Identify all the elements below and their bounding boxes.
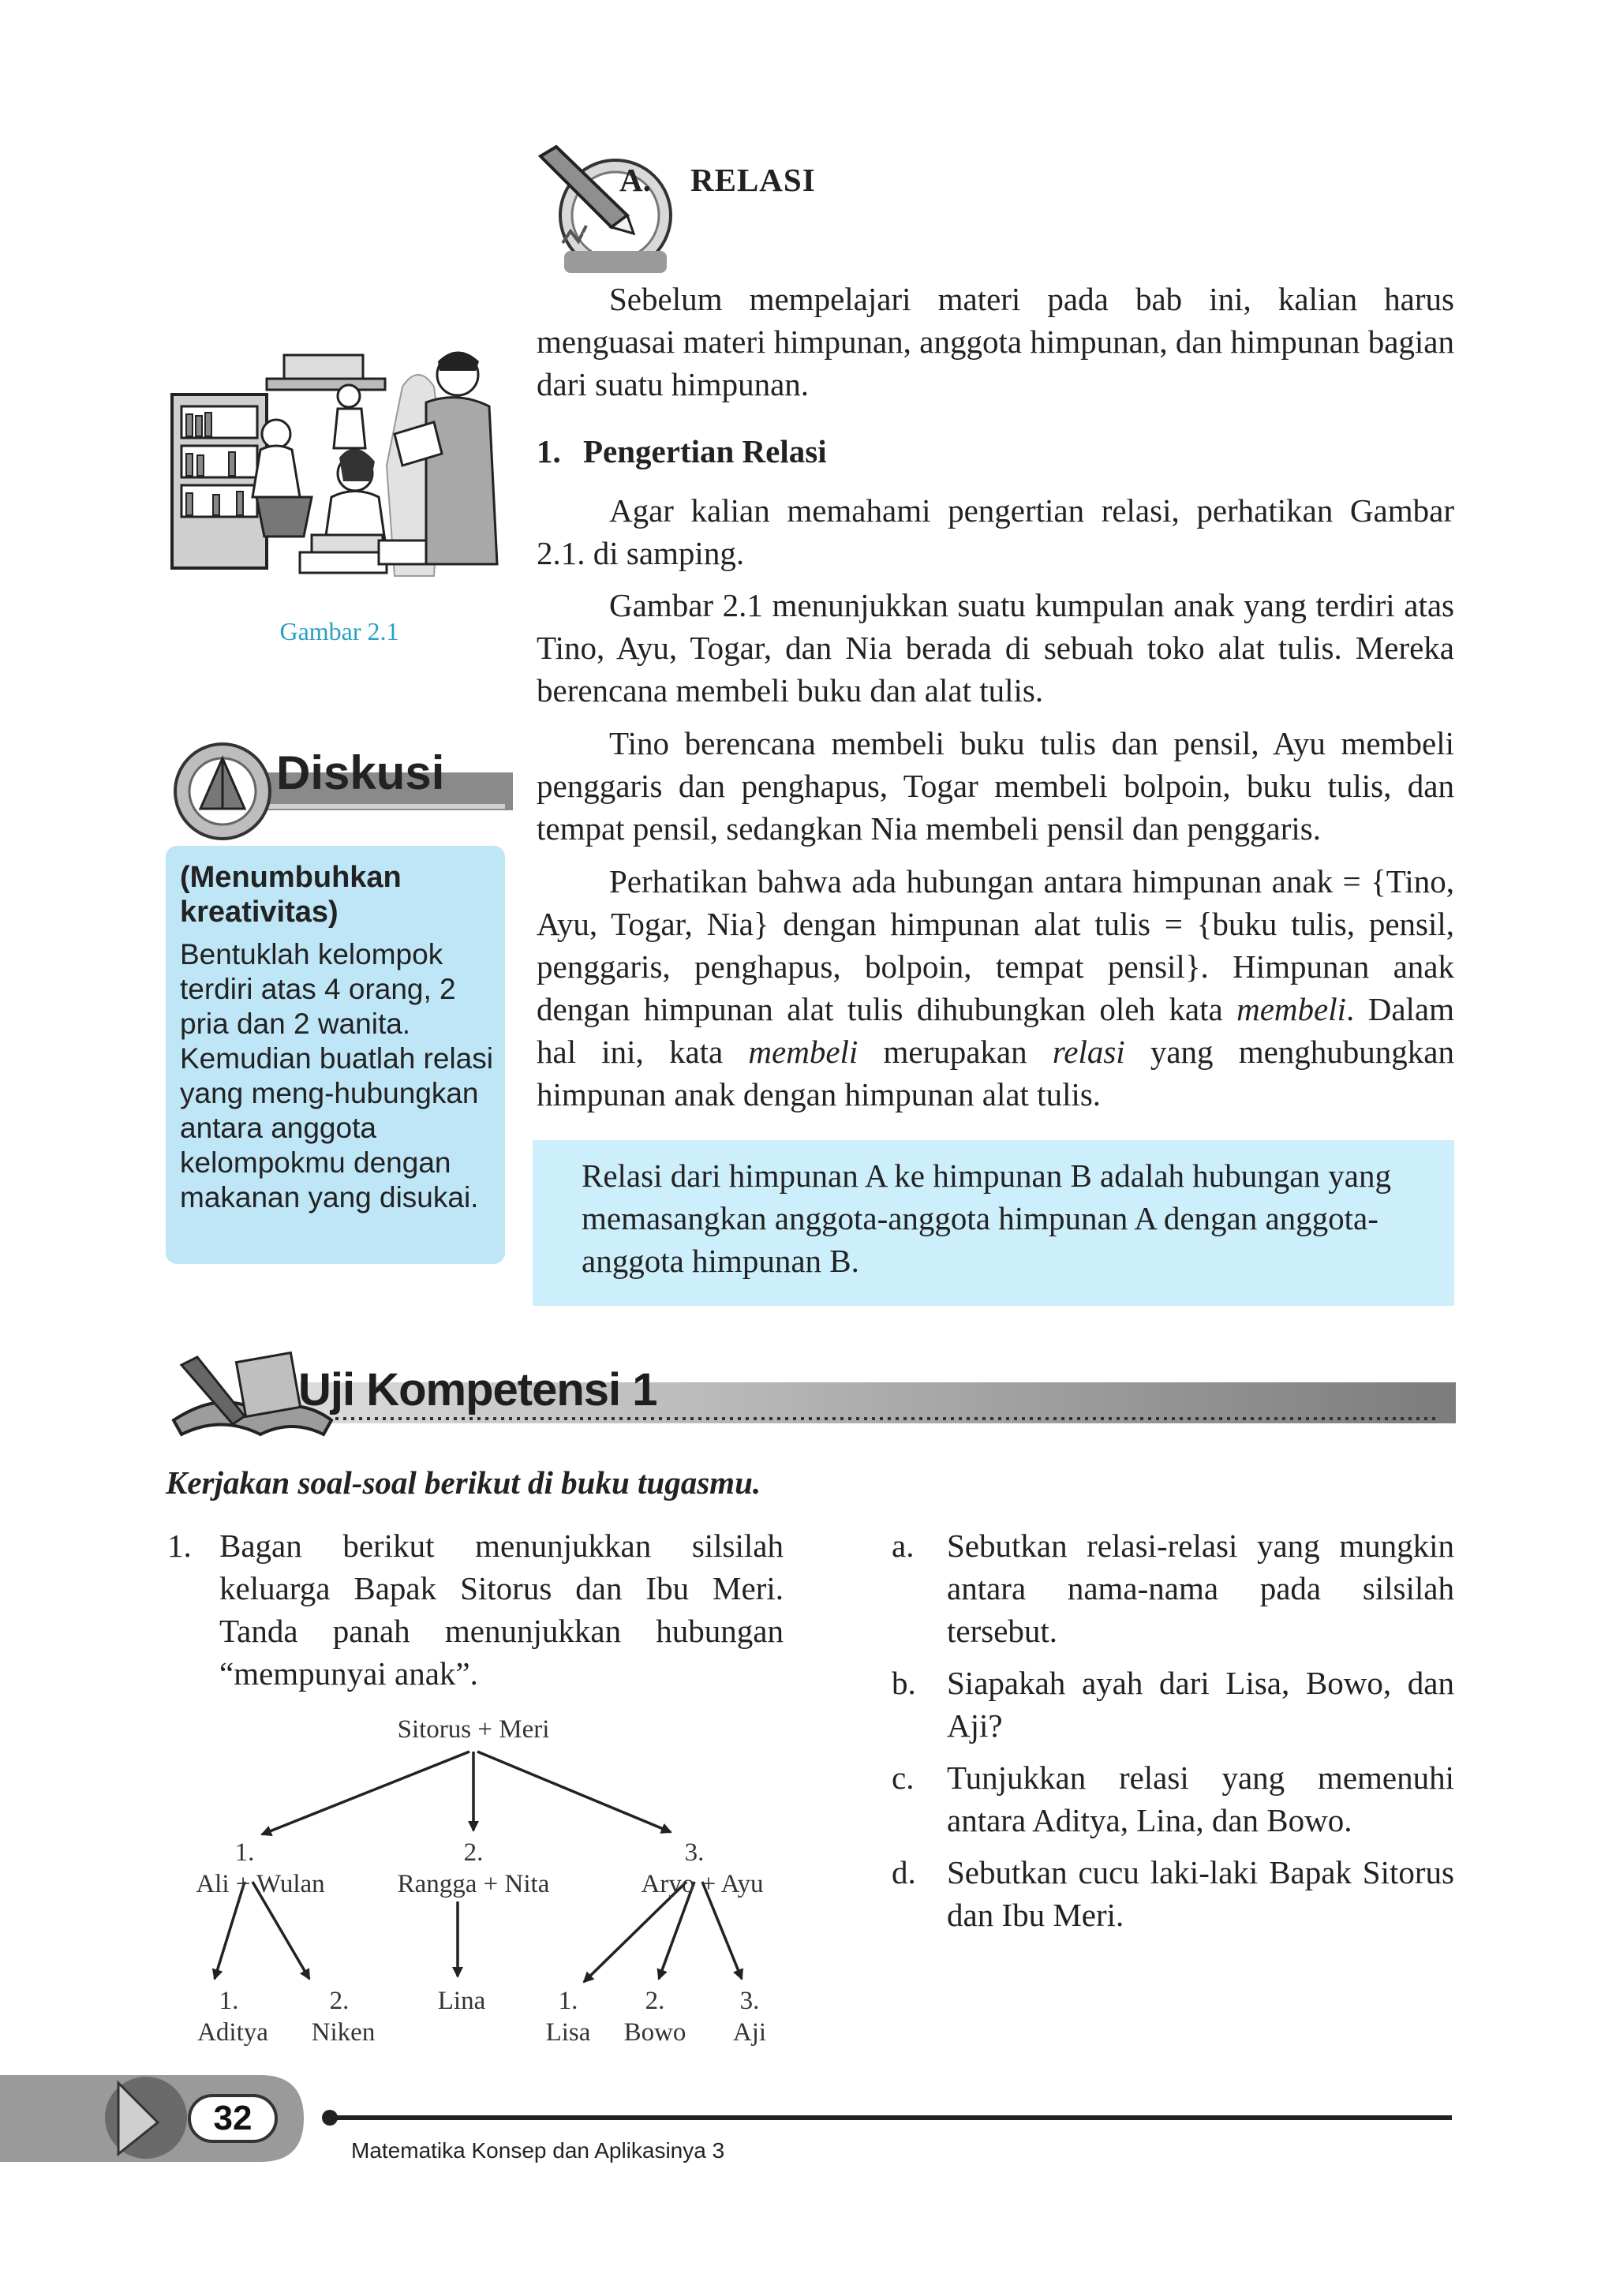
tree-child-2-name: Rangga + Nita <box>397 1870 550 1898</box>
subquestion-c-label: c. <box>892 1759 915 1796</box>
p4-part-b: . Dalam hal ini, kata <box>537 991 1454 1070</box>
p4-part-c: merupakan <box>858 1034 1053 1070</box>
p4-emphasis-1: membeli <box>1236 991 1347 1027</box>
subquestion-d-label: d. <box>892 1854 916 1890</box>
paragraph-1: Agar kalian memahami pengertian relasi, perhatikan Gambar 2.1. di samping. <box>537 492 1454 571</box>
subsection-heading <box>537 432 827 470</box>
paragraph-3: Tino berencana membeli buku tulis dan pensil, Ayu membeli penggaris dan penghapus, Togar membeli bolpoin, buku tulis, dan tempat pensil, sedangkan Nia membeli pensil dan penggaris. <box>537 725 1454 847</box>
tree-child-3-num: 3. <box>684 1838 705 1867</box>
intro-paragraph: Sebelum mempelajari materi pada bab ini, kalian harus menguasai materi himpunan, anggota himpunan, dan himpunan bagian dari suatu himpunan. <box>537 281 1454 402</box>
page-number: 32 <box>213 2099 252 2137</box>
tree-child-3-name: Aryo + Ayu <box>641 1870 764 1898</box>
tree-grandchild-4-num: 1. <box>558 1987 578 2015</box>
tree-grandchild-5-name: Bowo <box>623 2018 686 2047</box>
tree-grandchild-3-name: Lina <box>437 1987 486 2015</box>
subsection-title: Pengertian Relasi <box>583 433 827 469</box>
diskusi-title: (Menumbuhkan kreativitas) <box>180 861 402 929</box>
subquestion-b-text: Siapakah ayah dari Lisa, Bowo, dan Aji? <box>947 1665 1454 1744</box>
diskusi-header-label: Diskusi <box>276 746 445 799</box>
uji-instruction: Kerjakan soal-soal berikut di buku tugasmu. <box>166 1464 761 1501</box>
figure-caption: Gambar 2.1 <box>279 617 399 645</box>
p4-emphasis-2: membeli <box>748 1034 858 1070</box>
diskusi-body: Bentuklah kelompok terdiri atas 4 orang, 2 pria dan 2 wanita. Kemudian buatlah relasi yang meng-hubungkan antara anggota kelompokmu dengan makanan yang disukai. <box>180 938 493 1213</box>
uji-header-title: Uji Kompetensi 1 <box>298 1364 657 1415</box>
section-title: RELASI <box>690 162 816 198</box>
p4-part-a: Perhatikan bahwa ada hubungan antara himpunan anak = {Tino, Ayu, Togar, Nia} dengan himpunan alat tulis = {buku tulis, pensil, penggaris, penghapus, bolpoin, tempat pensil}. Himpunan anak dengan himpunan alat tulis dihubungkan oleh kata <box>537 863 1454 1027</box>
section-icon-caption: 1,2,3,.... <box>582 227 638 247</box>
definition-box <box>533 1140 1454 1306</box>
tree-child-1-num: 1. <box>234 1838 255 1867</box>
section-letter: A. <box>619 162 651 198</box>
subquestion-b-label: b. <box>892 1665 916 1701</box>
definition-text: Relasi dari himpunan A ke himpunan B adalah hubungan yang memasangkan anggota-anggota himpunan A dengan anggota-anggota himpunan B. <box>582 1157 1391 1279</box>
tree-grandchild-4-name: Lisa <box>545 2018 591 2047</box>
section-header <box>533 140 864 275</box>
tree-grandchild-5-num: 2. <box>645 1987 665 2015</box>
tree-grandchild-6-num: 3. <box>739 1987 760 2015</box>
footer-book-title: Matematika Konsep dan Aplikasinya 3 <box>351 2138 725 2163</box>
diskusi-header <box>166 738 513 840</box>
tree-child-1-name: Ali + Wulan <box>196 1870 325 1898</box>
diskusi-box <box>166 846 505 1264</box>
subquestion-c-text: Tunjukkan relasi yang memenuhi antara Aditya, Lina, dan Bowo. <box>947 1759 1454 1838</box>
tree-grandchild-6-name: Aji <box>732 2018 767 2047</box>
tree-grandchild-1-num: 1. <box>219 1987 239 2015</box>
tree-child-2-num: 2. <box>463 1838 484 1867</box>
question-1-number: 1. <box>167 1528 192 1564</box>
tree-grandchild-2-name: Niken <box>311 2018 376 2047</box>
figure-stationery-shop-illustration <box>166 339 513 592</box>
tree-grandchild-2-num: 2. <box>329 1987 350 2015</box>
tree-grandchild-1-name: Aditya <box>197 2018 268 2047</box>
pencil-badge-icon <box>533 140 690 275</box>
paragraph-4 <box>537 860 1454 1116</box>
footer <box>0 2067 1616 2178</box>
paragraph-2: Gambar 2.1 menunjukkan suatu kumpulan anak yang terdiri atas Tino, Ayu, Togar, dan Nia berada di sebuah toko alat tulis. Mereka berencana membeli buku dan alat tulis. <box>537 587 1454 709</box>
subquestion-a-label: a. <box>892 1528 915 1564</box>
p4-emphasis-3: relasi <box>1052 1034 1125 1070</box>
p4-part-d: yang menghubungkan himpunan anak dengan himpunan alat tulis. <box>537 1034 1455 1112</box>
subsection-number: 1. <box>537 433 561 469</box>
tree-root: Sitorus + Meri <box>397 1715 550 1744</box>
subquestion-d-text: Sebutkan cucu laki-laki Bapak Sitorus dan Ibu Meri. <box>947 1854 1454 1933</box>
family-tree <box>166 1704 797 2051</box>
uji-header <box>166 1341 1460 1444</box>
question-1-text: Bagan berikut menunjukkan silsilah keluarga Bapak Sitorus dan Ibu Meri. Tanda panah menunjukkan hubungan “mempunyai anak”. <box>219 1528 784 1692</box>
subquestion-a-text: Sebutkan relasi-relasi yang mungkin antara nama-nama pada silsilah tersebut. <box>947 1528 1454 1649</box>
